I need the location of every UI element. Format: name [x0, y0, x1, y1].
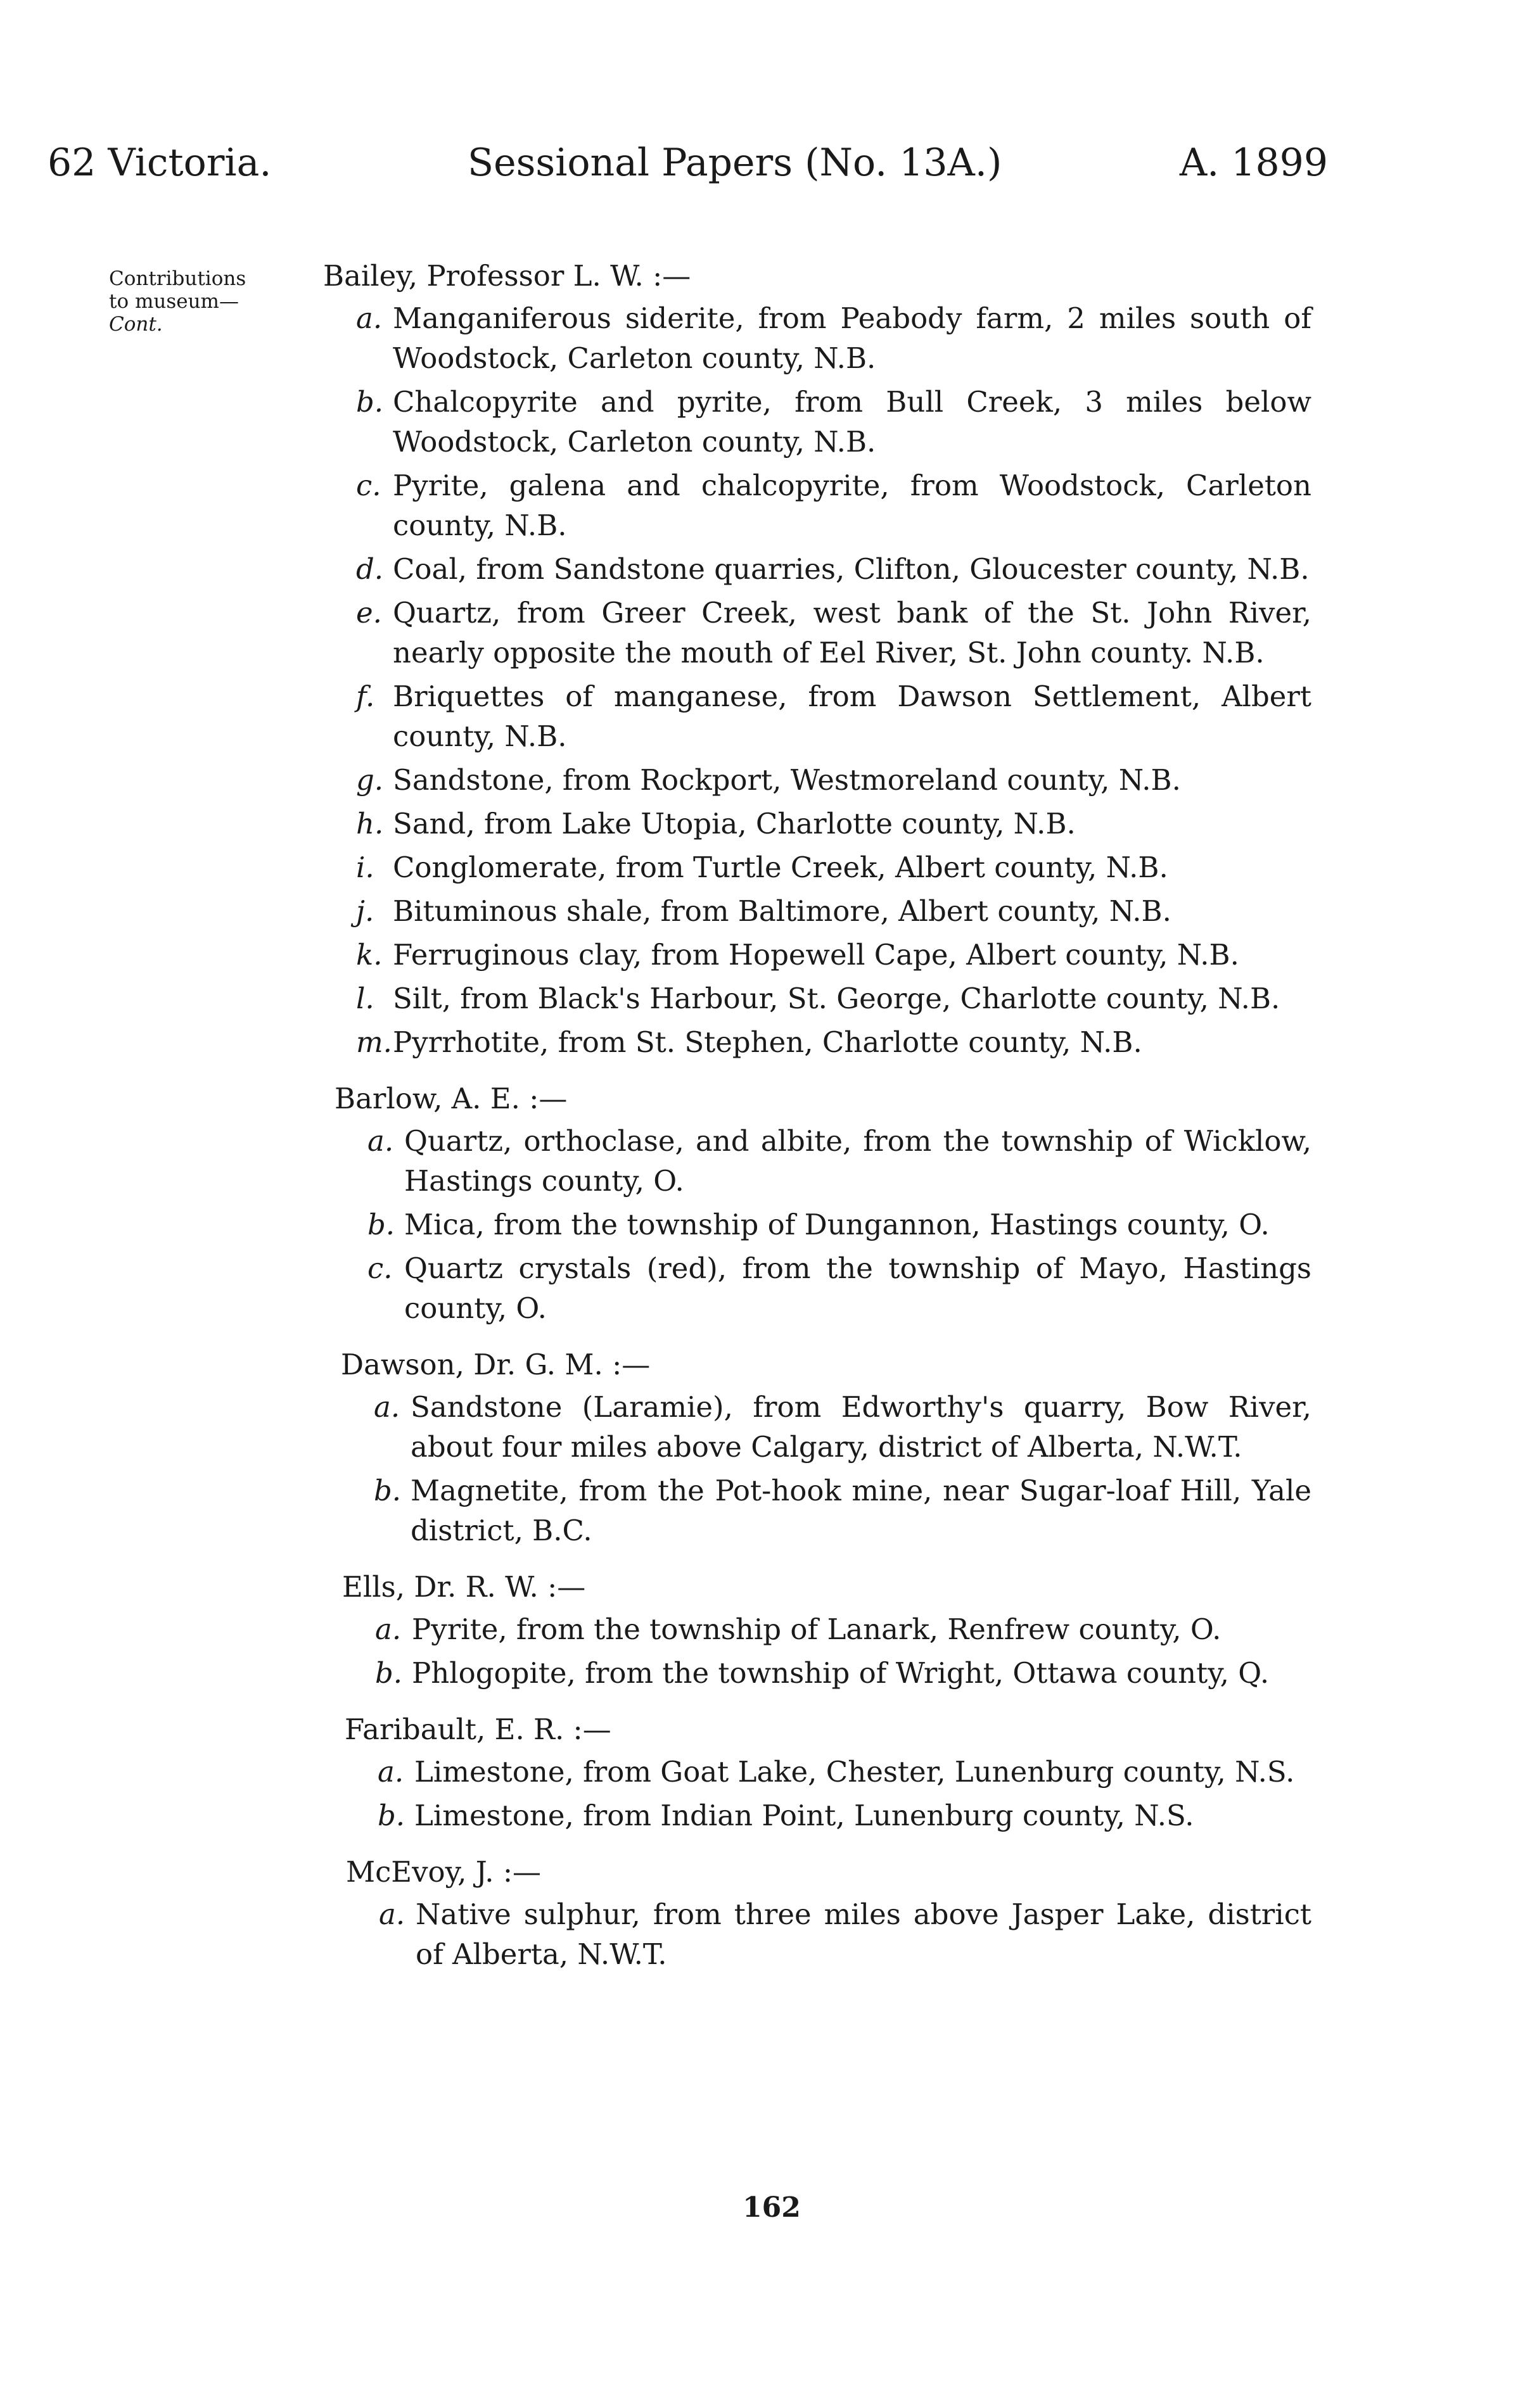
contributor-name: Barlow, A. E. :— — [335, 1082, 568, 1115]
entry-letter: e. — [356, 596, 382, 630]
contributor-group — [345, 1709, 1337, 1835]
contributor-group — [342, 1567, 1337, 1693]
entry-letter: b. — [378, 1799, 405, 1832]
entry-letter: a. — [374, 1390, 400, 1424]
specimen-entry — [335, 1205, 1337, 1245]
entry-letter: d. — [356, 552, 384, 586]
specimen-entry — [346, 1894, 1337, 1974]
margin-note-line: Contributions — [109, 267, 246, 290]
entry-letter: l. — [356, 982, 374, 1015]
entry-text: Briquettes of manganese, from Dawson Settlement, Albert county, N.B. — [393, 680, 1311, 753]
contributor-group — [335, 1079, 1337, 1328]
entry-text: Silt, from Black's Harbour, St. George, Charlotte county, N.B. — [393, 982, 1280, 1015]
contributor-name: Dawson, Dr. G. M. :— — [341, 1348, 651, 1381]
header-year: A. 1899 — [1179, 141, 1328, 185]
entry-text: Phlogopite, from the township of Wright, Ottawa county, Q. — [412, 1656, 1270, 1690]
specimen-entry — [345, 1752, 1337, 1792]
entry-text: Coal, from Sandstone quarries, Clifton, Gloucester county, N.B. — [393, 552, 1310, 586]
specimen-entry — [323, 847, 1337, 887]
contributor-group — [341, 1345, 1337, 1550]
entry-text: Sand, from Lake Utopia, Charlotte county, N.B. — [393, 807, 1076, 840]
specimen-entry — [323, 382, 1337, 462]
specimen-entry — [323, 891, 1337, 931]
specimen-entry — [323, 549, 1337, 589]
contribution-list — [323, 256, 1337, 1974]
contributor-name: Faribault, E. R. :— — [345, 1713, 611, 1746]
specimen-entry — [323, 298, 1337, 378]
specimen-entry — [323, 804, 1337, 844]
entry-text: Chalcopyrite and pyrite, from Bull Creek, 3 miles below Woodstock, Carleton county, N.B. — [393, 385, 1311, 459]
entry-text: Bituminous shale, from Baltimore, Albert county, N.B. — [393, 894, 1171, 928]
specimen-entry — [335, 1121, 1337, 1201]
specimen-entry — [342, 1609, 1337, 1649]
entry-text: Quartz, from Greer Creek, west bank of the St. John River, nearly opposite the mouth of Eel River, St. John county. N.B. — [393, 596, 1311, 669]
entry-text: Limestone, from Goat Lake, Chester, Lunenburg county, N.S. — [414, 1755, 1295, 1789]
entry-letter: b. — [375, 1656, 403, 1690]
specimen-entry — [323, 935, 1337, 975]
margin-note-line: to museum— — [109, 290, 239, 313]
entry-letter: a. — [367, 1124, 394, 1158]
entry-letter: a. — [356, 301, 383, 335]
specimen-entry — [323, 466, 1337, 545]
specimen-entry — [323, 979, 1337, 1018]
specimen-entry — [323, 593, 1337, 673]
entry-text: Sandstone, from Rockport, Westmoreland county, N.B. — [393, 763, 1181, 797]
contributor-name: Bailey, Professor L. W. :— — [323, 259, 691, 293]
entry-letter: k. — [356, 938, 383, 972]
entry-text: Pyrite, galena and chalcopyrite, from Woodstock, Carleton county, N.B. — [393, 469, 1311, 542]
entry-text: Conglomerate, from Turtle Creek, Albert county, N.B. — [393, 851, 1168, 884]
entry-letter: f. — [356, 680, 375, 713]
running-header — [0, 141, 1518, 198]
entry-text: Limestone, from Indian Point, Lunenburg county, N.S. — [414, 1799, 1194, 1832]
header-title: Sessional Papers (No. 13A.) — [468, 141, 1002, 185]
entry-letter: h. — [356, 807, 384, 840]
margin-note-line: Cont. — [109, 313, 163, 336]
entry-letter: b. — [356, 385, 384, 419]
entry-letter: a. — [375, 1613, 402, 1646]
entry-text: Quartz, orthoclase, and albite, from the township of Wicklow, Hastings county, O. — [404, 1124, 1311, 1198]
entry-letter: j. — [356, 894, 374, 928]
main-text — [323, 256, 1337, 1991]
entry-letter: a. — [379, 1898, 405, 1931]
specimen-entry — [323, 676, 1337, 756]
entry-text: Native sulphur, from three miles above Jasper Lake, district of Alberta, N.W.T. — [416, 1898, 1311, 1971]
entry-letter: a. — [378, 1755, 404, 1789]
entry-text: Sandstone (Laramie), from Edworthy's quarry, Bow River, about four miles above Calgary, district of Alberta, N.W.T. — [411, 1390, 1311, 1464]
contributor-name: McEvoy, J. :— — [346, 1855, 542, 1889]
entry-letter: b. — [367, 1208, 395, 1241]
specimen-entry — [345, 1796, 1337, 1835]
contributor-group — [346, 1852, 1337, 1974]
specimen-entry — [323, 1022, 1337, 1062]
specimen-entry — [342, 1653, 1337, 1693]
header-session: 62 Victoria. — [48, 141, 272, 185]
entry-letter: i. — [356, 851, 374, 884]
entry-text: Ferruginous clay, from Hopewell Cape, Albert county, N.B. — [393, 938, 1239, 972]
specimen-entry — [341, 1387, 1337, 1467]
contributor-name: Ells, Dr. R. W. :— — [342, 1570, 586, 1604]
entry-text: Quartz crystals (red), from the township of Mayo, Hastings county, O. — [404, 1252, 1311, 1325]
specimen-entry — [341, 1471, 1337, 1550]
page-number: 162 — [743, 2191, 801, 2224]
specimen-entry — [323, 760, 1337, 800]
entry-text: Mica, from the township of Dungannon, Hastings county, O. — [404, 1208, 1270, 1241]
entry-letter: c. — [356, 469, 381, 502]
entry-text: Pyrite, from the township of Lanark, Renfrew county, O. — [412, 1613, 1221, 1646]
entry-text: Manganiferous siderite, from Peabody farm, 2 miles south of Woodstock, Carleton county, N.B. — [393, 301, 1311, 375]
entry-letter: m. — [356, 1025, 392, 1059]
contributor-group — [323, 256, 1337, 1062]
entry-text: Magnetite, from the Pot-hook mine, near Sugar-loaf Hill, Yale district, B.C. — [411, 1474, 1311, 1547]
entry-letter: g. — [356, 763, 384, 797]
entry-letter: b. — [374, 1474, 402, 1507]
specimen-entry — [335, 1248, 1337, 1328]
entry-text: Pyrrhotite, from St. Stephen, Charlotte county, N.B. — [393, 1025, 1142, 1059]
entry-letter: c. — [367, 1252, 393, 1285]
margin-note — [109, 267, 293, 336]
